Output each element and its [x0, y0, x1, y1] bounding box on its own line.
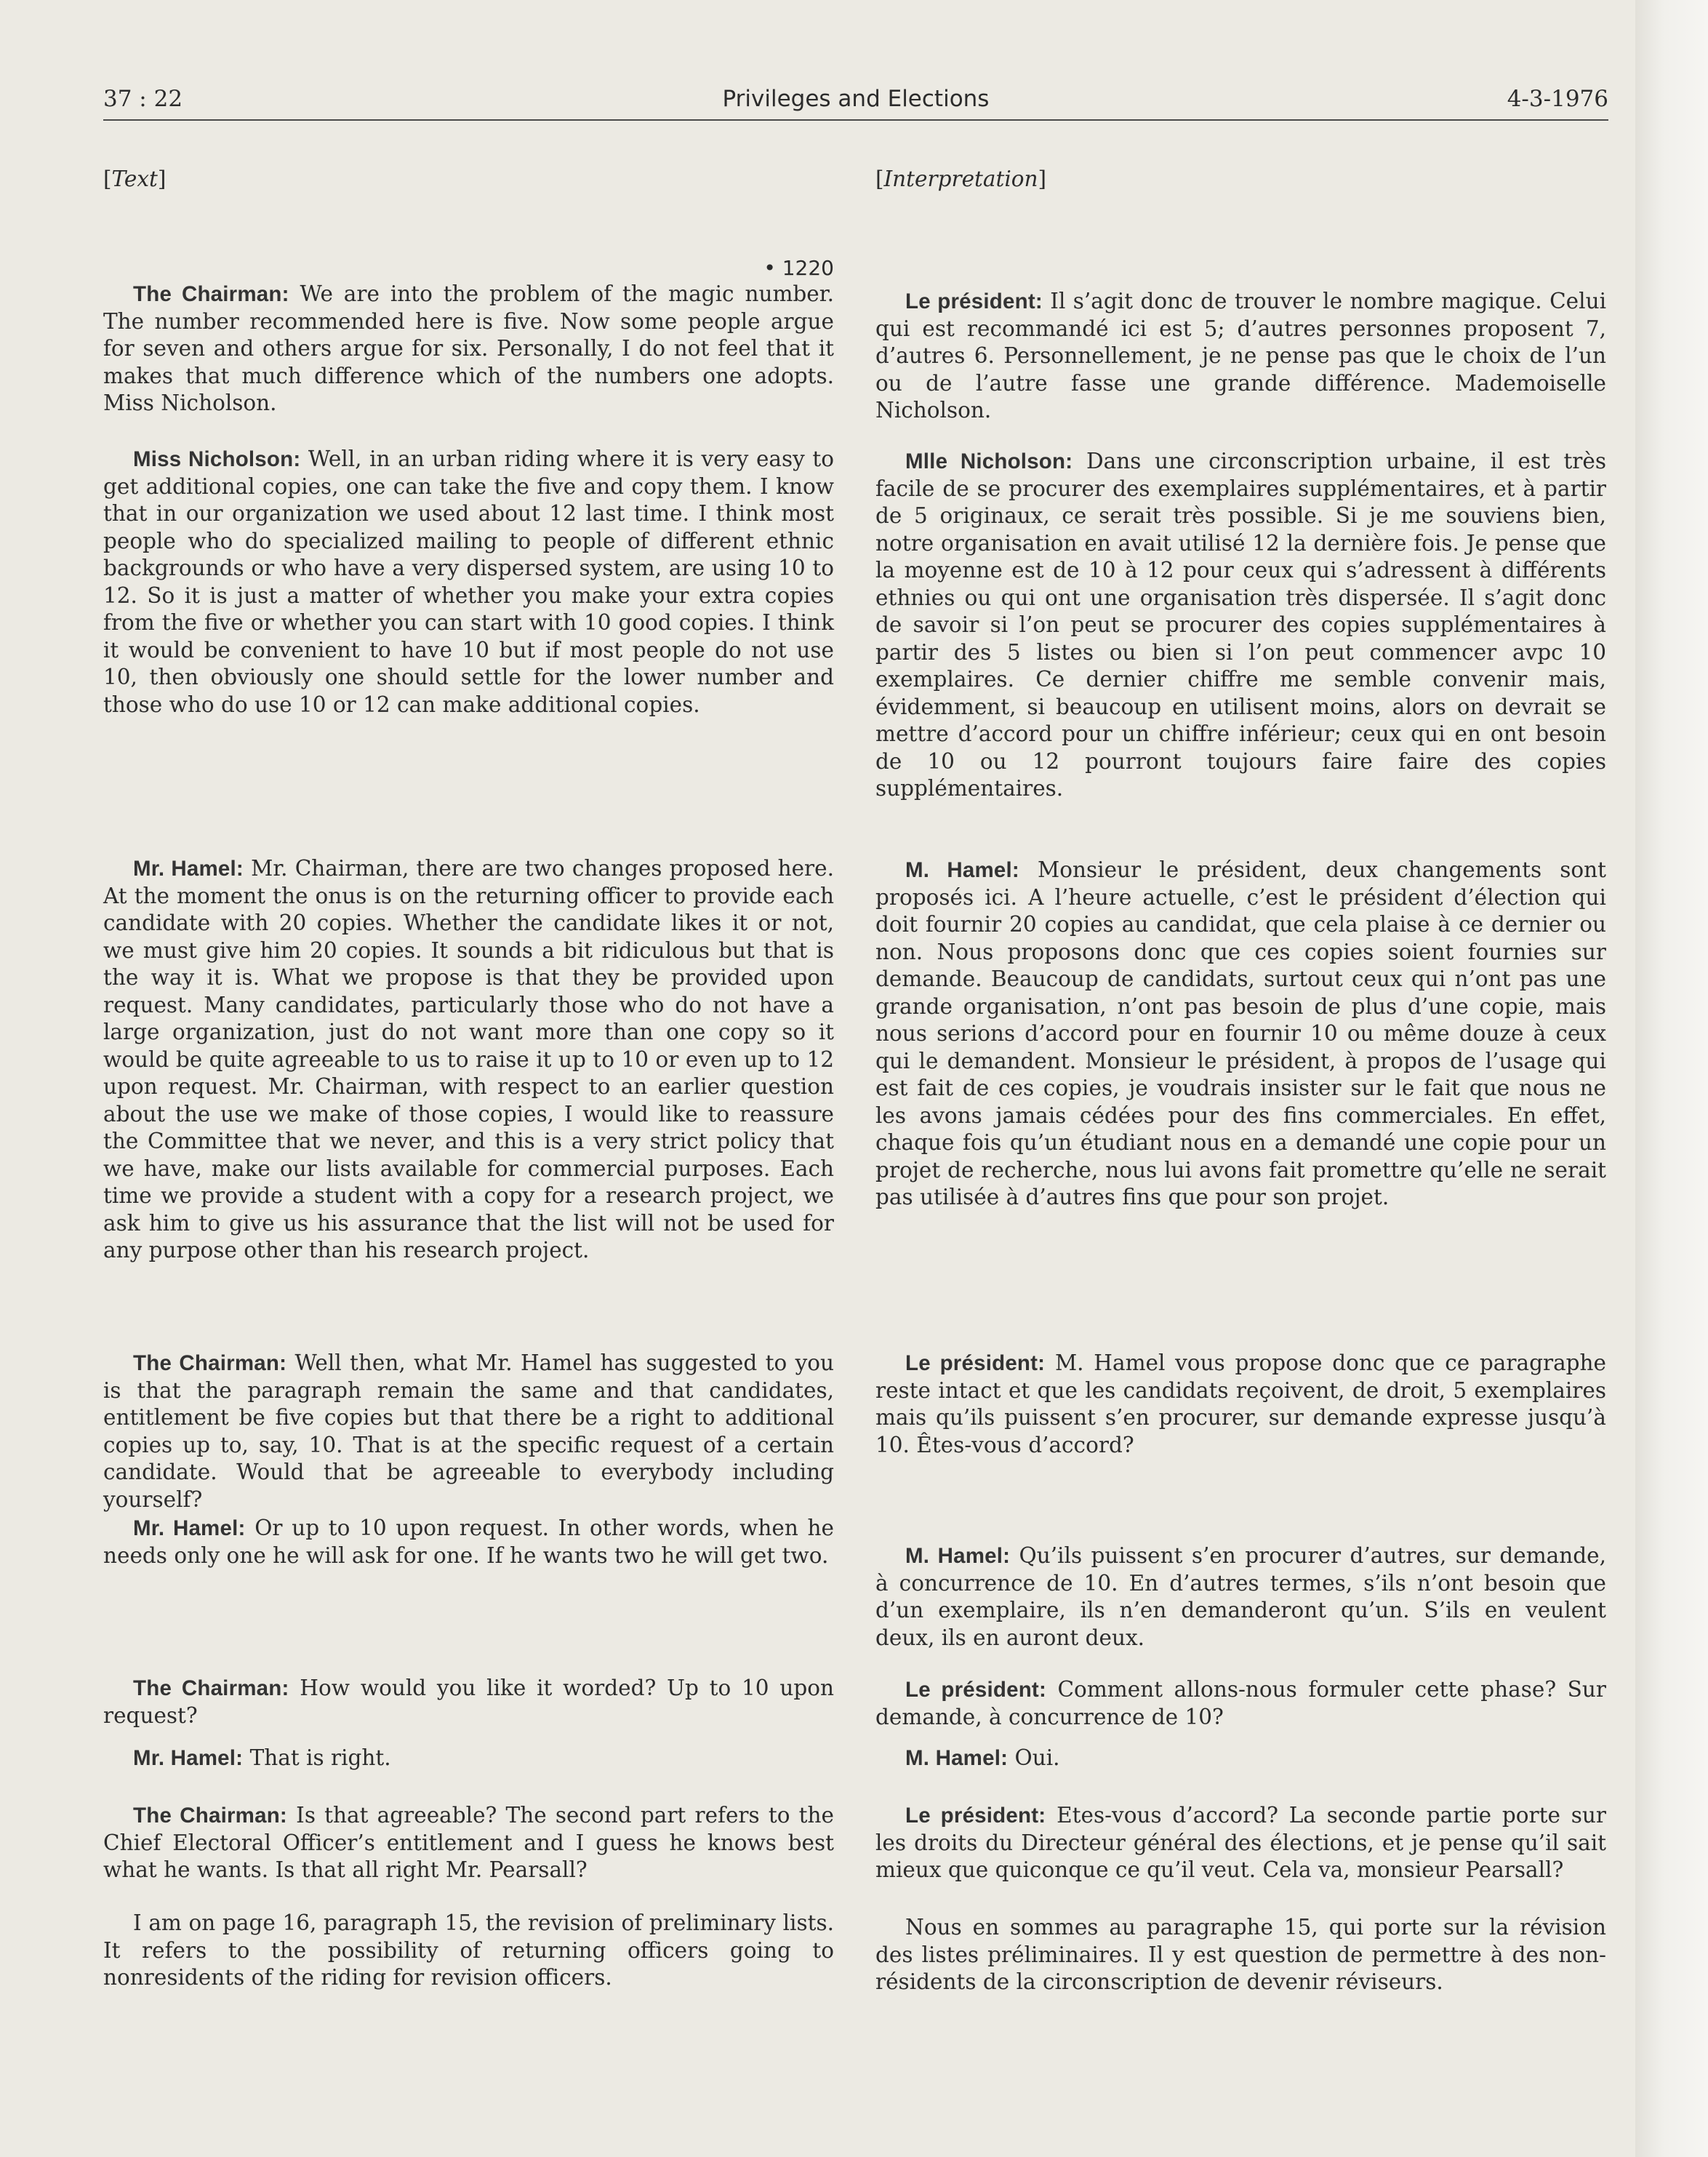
paragraph: Le président: Il s’agit donc de trouver le nombre magique. Celui qui est recommandé ici est 5; d’autres personnes proposent 7, d’autres 6. Personnellement, je ne pense pas que le choix de l’un ou de l’autre fasse une grande différence. Mademoiselle Nicholson. — [875, 289, 1607, 423]
speaker-name: Mr. Hamel: — [133, 1516, 246, 1540]
speaker-name: The Chairman: — [133, 1804, 287, 1828]
paragraph: The Chairman: How would you like it worded? Up to 10 upon request? — [103, 1676, 834, 1728]
speaker-name: M. Hamel: — [905, 858, 1019, 882]
speaker-name: Le président: — [905, 289, 1043, 313]
speaker-name: M. Hamel: — [905, 1544, 1011, 1568]
paragraph: Mlle Nicholson: Dans une circonscription urbaine, il est très facile de se procurer des exemplaires supplémentaires, et à partir de 5 originaux, ce serait très possible. Si je me souviens bien, notre organisation en avait utilisé 12 la dernière fois. Je pense que la moyenne est de 10 à 12 pour ceux qui s’adressent à différents ethnies ou qui ont une organisation très dispersée. Il s’agit donc de savoir si l’on peut se procurer des copies supplémentaires à partir des 5 listes ou bien si l’on peut commencer avpc 10 exemplaires. Ce dernier chiffre me semble convenir mais, évidemment, si beaucoup en utilisent moins, alors on devrait se mettre d’accord pour un chiffre inférieur; ceux qui en ont besoin de 10 ou 12 pourront toujours faire faire des copies supplémentaires. — [875, 449, 1606, 801]
page-edge-shadow — [1635, 0, 1708, 2157]
column-label: [Text] — [103, 167, 167, 191]
page-date: 4-3-1976 — [1507, 86, 1608, 112]
speaker-name: The Chairman: — [133, 282, 289, 306]
page-reference: 37 : 22 — [103, 86, 183, 112]
paragraph: M. Hamel: Qu’ils puissent s’en procurer d’autres, sur demande, à concurrence de 10. En d’autres termes, s’ils n’ont besoin que d’un exemplaire, ils n’en demanderont qu’un. S’ils en veulent deux, ils en auront deux. — [875, 1543, 1606, 1650]
paragraph: The Chairman: We are into the problem of the magic number. The number recommended here is five. Now some people argue for seven and others argue for six. Personally, I do not feel that it makes that much difference which of the numbers one adopts. Miss Nicholson. — [103, 281, 835, 415]
page-header — [103, 81, 1608, 121]
time-marker: • 1220 — [763, 256, 834, 280]
speaker-name: The Chairman: — [133, 1676, 289, 1700]
speaker-name: Mr. Hamel: — [133, 857, 244, 881]
speaker-name: Le président: — [905, 1351, 1046, 1375]
speaker-name: Mr. Hamel: — [133, 1746, 244, 1770]
paragraph: Nous en sommes au paragraphe 15, qui porte sur la révision des listes préliminaires. Il y est question de permettre à des non-résidents de la circonscription de devenir réviseurs. — [875, 1915, 1606, 1994]
paragraph: M. Hamel: Oui. — [905, 1745, 1060, 1770]
paragraph: Mr. Hamel: Mr. Chairman, there are two changes proposed here. At the moment the onus is on the returning officer to provide each candidate with 20 copies. Whether the candidate likes it or not, we must give him 20 copies. It sounds a bit ridiculous but that is the way it is. What we propose is that they be provided upon request. Many candidates, particularly those who do not have a large organization, just do not want more than one copy so it would be quite agreeable to us to raise it up to 10 or even up to 12 upon request. Mr. Chairman, with respect to an earlier question about the use we make of those copies, I would like to reassure the Committee that we never, and this is a very strict policy that we have, make our lists available for commercial purposes. Each time we provide a student with a copy for a research project, we ask him to give us his assurance that the list will not be used for any purpose other than his research project. — [103, 856, 834, 1262]
speaker-name: M. Hamel: — [905, 1746, 1009, 1770]
speaker-name: Miss Nicholson: — [133, 447, 301, 471]
paragraph: M. Hamel: Monsieur le président, deux changements sont proposés ici. A l’heure actuelle, c’est le président d’élection qui doit fournir 20 copies au candidat, que cela plaise à ce dernier ou non. Nous proposons donc que ces copies soient fournies sur demande. Beaucoup de candidats, surtout ceux qui n’ont pas une grande organisation, n’ont pas besoin de plus d’une copie, mais nous serions d’accord pour en fournir 10 ou même douze à ceux qui le demandent. Monsieur le président, à propos de l’usage qui est fait de ces copies, je voudrais insister sur le fait que nous ne les avons jamais cédées pour des fins commerciales. En effet, chaque fois qu’un étudiant nous en a demandé une copie pour un projet de recherche, nous lui avons fait promettre qu’elle ne serait pas utilisée à d’autres fins que pour son projet. — [875, 857, 1606, 1209]
paragraph: Miss Nicholson: Well, in an urban riding where it is very easy to get additional copies, one can take the five and copy them. I know that in our organization we used about 12 last time. I think most people who do specialized mailing to people of different ethnic backgrounds or who have a very dispersed system, are using 10 to 12. So it is just a matter of whether you make your extra copies from the five or whether you can start with 10 good copies. I think it would be convenient to have 10 but if most people do not use 10, then obviously one should settle for the lower number and those who do use 10 or 12 can make additional copies. — [103, 447, 834, 717]
paragraph: The Chairman: Well then, what Mr. Hamel has suggested to you is that the paragraph remain the same and that candidates, entitlement be five copies but that there be a right to additional copies up to, say, 10. That is at the specific request of a certain candidate. Would that be agreeable to everybody including yourself? — [103, 1350, 834, 1512]
speaker-name: The Chairman: — [133, 1351, 287, 1375]
paragraph: Mr. Hamel: Or up to 10 upon request. In other words, when he needs only one he will ask for one. If he wants two he will get two. — [103, 1516, 834, 1568]
speaker-name: Le président: — [905, 1678, 1046, 1702]
paragraph: Le président: M. Hamel vous propose donc que ce paragraphe reste intact et que les candidats reçoivent, de droit, 5 exemplaires mais qu’ils puissent s’en procurer, sur demande expresse jusqu’à 10. Êtes-vous d’accord? — [875, 1350, 1607, 1457]
speaker-name: Le président: — [905, 1804, 1046, 1828]
column-label: [Interpretation] — [875, 167, 1047, 191]
paragraph: Le président: Etes-vous d’accord? La seconde partie porte sur les droits du Directeur général des élections, et je pense qu’il sait mieux que quiconque ce qu’il veut. Cela va, monsieur Pearsall? — [875, 1803, 1607, 1882]
speaker-name: Mlle Nicholson: — [905, 449, 1073, 473]
paragraph: Le président: Comment allons-nous formuler cette phase? Sur demande, à concurrence de 10? — [875, 1677, 1606, 1729]
english-column — [103, 166, 835, 1990]
paragraph: I am on page 16, paragraph 15, the revision of preliminary lists. It refers to the possibility of returning officers going to nonresidents of the riding for revision officers. — [103, 1910, 834, 1990]
page-title: Privileges and Elections — [722, 86, 990, 112]
paragraph: Mr. Hamel: That is right. — [133, 1745, 391, 1770]
paragraph: The Chairman: Is that agreeable? The second part refers to the Chief Electoral Officer’s entitlement and I guess he knows best what he wants. Is that all right Mr. Pearsall? — [103, 1803, 834, 1882]
french-column — [875, 166, 1607, 1994]
